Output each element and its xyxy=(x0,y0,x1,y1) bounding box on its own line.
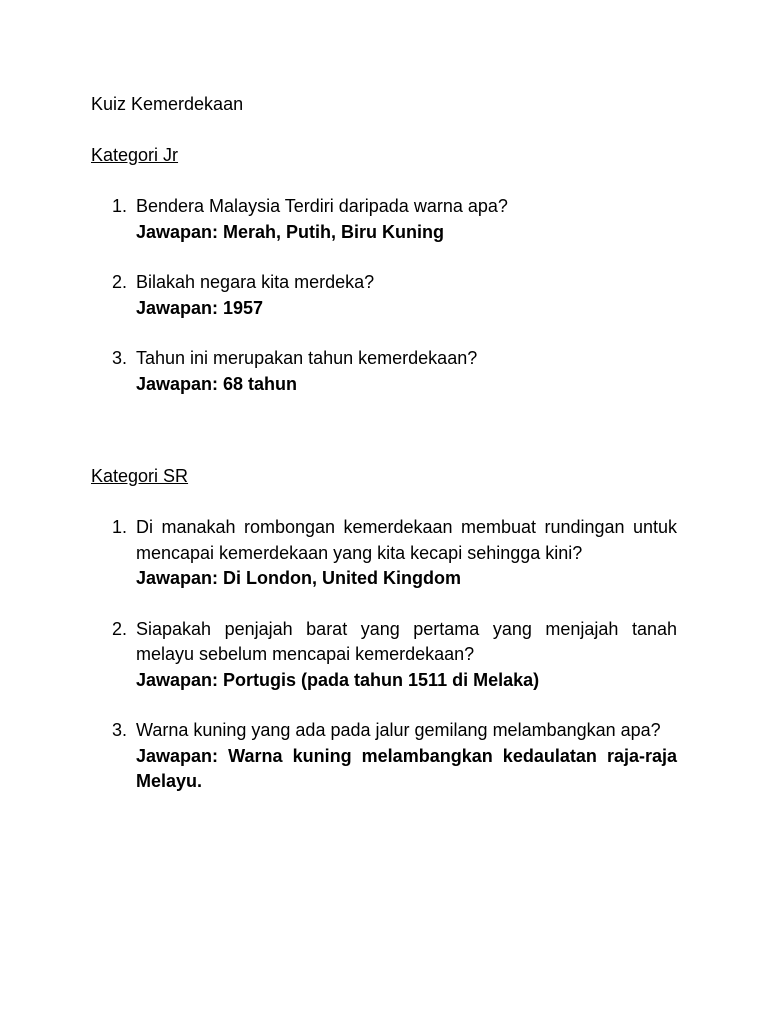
question-item xyxy=(91,346,677,397)
answer-text: Jawapan: Di London, United Kingdom xyxy=(136,568,461,588)
question-item xyxy=(91,270,677,321)
question-number: 3. xyxy=(112,348,128,368)
question-number: 2. xyxy=(112,618,128,639)
question-number: 2. xyxy=(112,272,128,292)
question-text: Warna kuning yang ada pada jalur gemilang melambangkan apa? xyxy=(136,720,661,740)
section-heading-jr: Kategori Jr xyxy=(91,145,179,165)
question-number: 1. xyxy=(112,196,128,216)
section-heading-sr: Kategori SR xyxy=(91,466,189,486)
question-text: Tahun ini merupakan tahun kemerdekaan? xyxy=(136,348,478,368)
answer-text: Jawapan: 1957 xyxy=(136,297,264,318)
answer-text: Jawapan: Warna kuning melambangkan kedaulatan raja-raja Melayu. xyxy=(136,745,677,791)
question-item xyxy=(91,194,677,245)
question-list-sr xyxy=(91,515,677,795)
answer-text: Jawapan: Merah, Putih, Biru Kuning xyxy=(136,221,445,242)
question-list-jr xyxy=(91,194,677,397)
question-text: Siapakah penjajah barat yang pertama yang menjajah tanah melayu sebelum mencapai kemerdekaan? xyxy=(136,618,677,664)
question-item xyxy=(91,718,677,795)
question-number: 3. xyxy=(112,720,128,740)
question-item xyxy=(91,515,677,592)
question-text: Di manakah rombongan kemerdekaan membuat rundingan untuk mencapai kemerdekaan yang kita kecapi sehingga kini? xyxy=(136,517,677,563)
question-item xyxy=(91,617,677,694)
question-text: Bendera Malaysia Terdiri daripada warna apa? xyxy=(136,196,508,216)
question-number: 1. xyxy=(112,517,128,537)
question-text: Bilakah negara kita merdeka? xyxy=(136,272,375,292)
answer-text: Jawapan: Portugis (pada tahun 1511 di Melaka) xyxy=(136,669,540,690)
answer-text: Jawapan: 68 tahun xyxy=(136,373,298,394)
document-title: Kuiz Kemerdekaan xyxy=(91,94,244,114)
document-body xyxy=(91,92,677,795)
